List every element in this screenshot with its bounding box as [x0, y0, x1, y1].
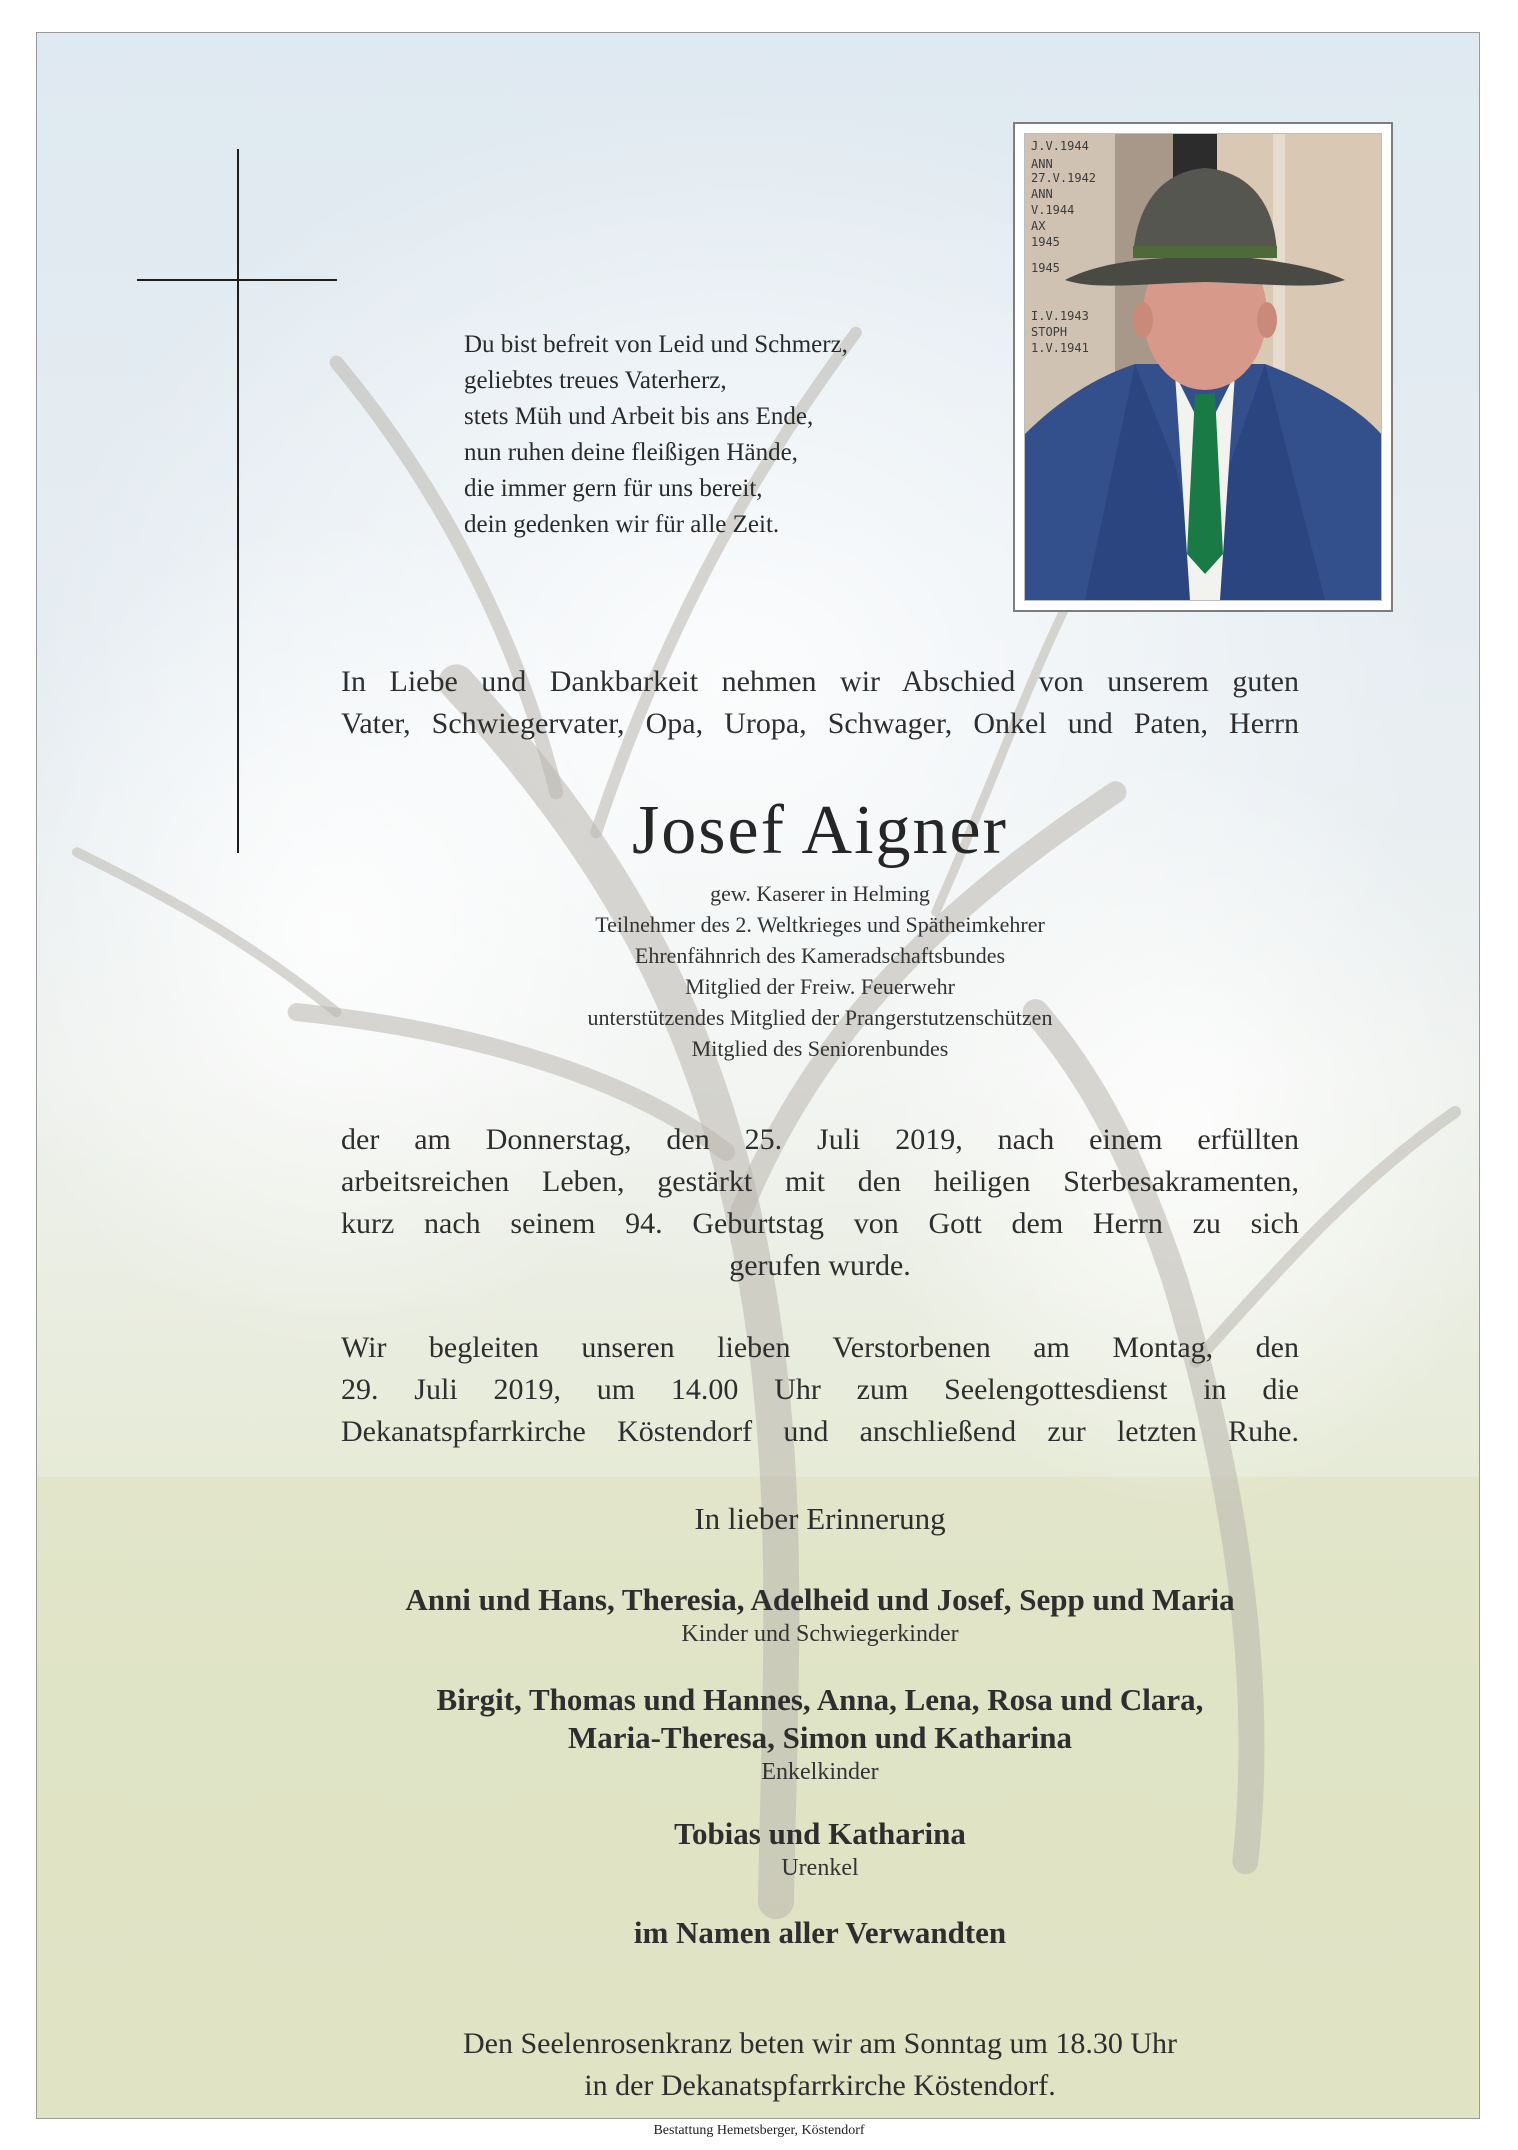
plaque-text: ANN — [1031, 157, 1053, 171]
death-line: der am Donnerstag, den 25. Juli 2019, nach einem erfüllten — [341, 1123, 1299, 1156]
family-children — [341, 1581, 1299, 1649]
deceased-roles — [341, 878, 1299, 1064]
plaque-text: 1945 — [1031, 235, 1060, 249]
intro-line: Vater, Schwiegervater, Opa, Uropa, Schwager, Onkel und Paten, Herrn — [341, 707, 1299, 740]
poem-line: nun ruhen deine fleißigen Hände, — [464, 439, 798, 466]
plaque-text: STOPH — [1031, 325, 1068, 339]
rosary-notice — [341, 2023, 1299, 2107]
death-line: kurz nach seinem 94. Geburtstag von Gott dem Herrn zu sich — [341, 1207, 1299, 1240]
poem-line: dein gedenken wir für alle Zeit. — [464, 511, 780, 538]
funeral-home-footer: Bestattung Hemetsberger, Köstendorf — [653, 2123, 865, 2138]
role-line: Mitglied der Freiw. Feuerwehr — [685, 974, 955, 999]
portrait-illustration — [1025, 134, 1381, 600]
deceased-name: Josef Aigner — [632, 792, 1008, 869]
cross-vertical-bar — [237, 149, 239, 853]
obituary-card — [36, 32, 1480, 2119]
funeral-line: Wir begleiten unseren lieben Verstorbenen am Montag, den — [341, 1331, 1299, 1364]
funeral-line: 29. Juli 2019, um 14.00 Uhr zum Seelengottesdienst in die — [341, 1373, 1299, 1406]
family-grandchildren — [341, 1681, 1299, 1787]
role-line: Ehrenfähnrich des Kameradschaftsbundes — [634, 943, 1006, 968]
intro-text — [341, 661, 1299, 745]
role-line: Teilnehmer des 2. Weltkrieges und Spätheimkehrer — [595, 912, 1045, 937]
death-line: arbeitsreichen Leben, gestärkt mit den heiligen Sterbesakramenten, — [341, 1165, 1299, 1198]
great-grandchildren-names: Tobias und Katharina — [674, 1816, 966, 1851]
role-line: unterstützendes Mitglied der Prangerstutzenschützen — [587, 1005, 1053, 1030]
plaque-text: AX — [1031, 219, 1046, 233]
poem-line: stets Müh und Arbeit bis ans Ende, — [464, 403, 814, 430]
poem-line: geliebtes treues Vaterherz, — [464, 367, 727, 394]
funeral-notice — [341, 1327, 1299, 1453]
grandchildren-names: Maria-Theresa, Simon und Katharina — [567, 1720, 1073, 1755]
memory-heading: In lieber Erinnerung — [694, 1501, 946, 1536]
great-grandchildren-label: Urenkel — [781, 1855, 859, 1881]
plaque-text: J.V.1944 — [1031, 139, 1089, 153]
portrait-photo-frame — [1013, 122, 1393, 612]
children-label: Kinder und Schwiegerkinder — [681, 1621, 959, 1647]
family-great-grandchildren — [341, 1815, 1299, 1883]
grandchildren-label: Enkelkinder — [761, 1759, 879, 1785]
plaque-text: 27.V.1942 — [1031, 171, 1097, 185]
poem-line: die immer gern für uns bereit, — [464, 475, 763, 502]
plaque-text: V.1944 — [1031, 203, 1075, 217]
cross-horizontal-bar — [137, 279, 337, 281]
rosary-line: Den Seelenrosenkranz beten wir am Sonntag um 18.30 Uhr — [463, 2027, 1177, 2060]
poem-line: Du bist befreit von Leid und Schmerz, — [464, 331, 848, 358]
children-names: Anni und Hans, Theresia, Adelheid und Josef, Sepp und Maria — [405, 1582, 1235, 1617]
portrait-photo — [1024, 133, 1382, 601]
death-line: gerufen wurde. — [729, 1249, 911, 1282]
rosary-line: in der Dekanatspfarrkirche Köstendorf. — [584, 2069, 1056, 2102]
plaque-text: 1.V.1941 — [1031, 341, 1089, 355]
role-line: gew. Kaserer in Helming — [710, 881, 930, 906]
plaque-text: ANN — [1031, 187, 1053, 201]
intro-line: In Liebe und Dankbarkeit nehmen wir Abschied von unserem guten — [341, 665, 1299, 698]
plaque-text: I.V.1943 — [1031, 309, 1089, 323]
memorial-poem — [464, 327, 1024, 543]
role-line: Mitglied des Seniorenbundes — [691, 1036, 949, 1061]
plaque-text: 1945 — [1031, 261, 1060, 275]
funeral-line: Dekanatspfarrkirche Köstendorf und anschließend zur letzten Ruhe. — [341, 1415, 1299, 1448]
grandchildren-names: Birgit, Thomas und Hannes, Anna, Lena, Rosa und Clara, — [436, 1682, 1204, 1717]
death-notice — [341, 1119, 1299, 1287]
all-relatives-line: im Namen aller Verwandten — [633, 1915, 1007, 1950]
